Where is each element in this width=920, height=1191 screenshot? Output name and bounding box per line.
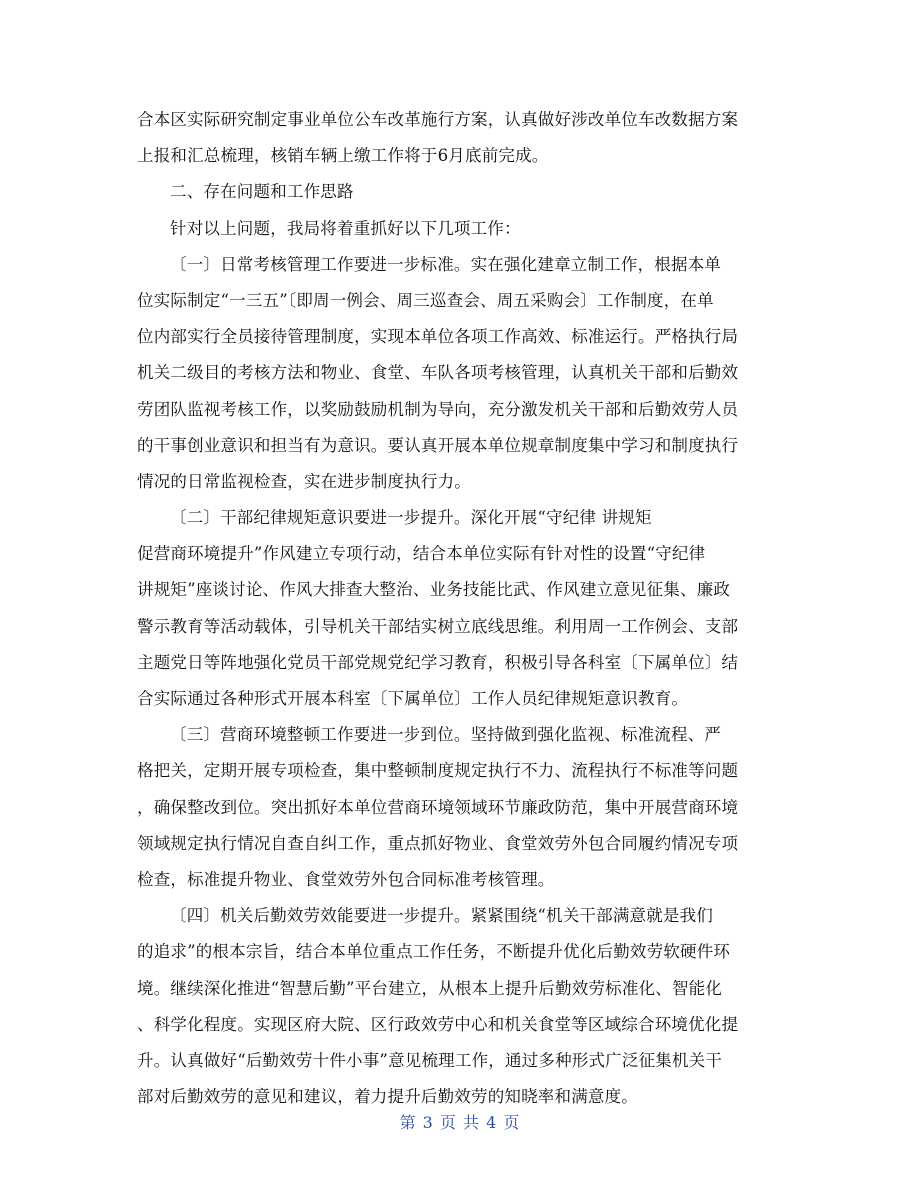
text-line: 主题党日等阵地强化党员干部党规党纪学习教育，积极引导各科室〔下属单位〕结 — [137, 652, 739, 672]
text-line: 、科学化程度。实现区府大院、区行政效劳中心和机关食堂等区域综合环境优化提 — [137, 1014, 739, 1034]
text-line: 讲规矩”座谈讨论、作风大排查大整治、业务技能比武、作风建立意见征集、廉政 — [137, 580, 731, 600]
text-line: 劳团队监视考核工作，以奖励鼓励机制为导向，充分激发机关干部和后勤效劳人员 — [137, 399, 739, 419]
text-line: 促营商环境提升”作风建立专项行动，结合本单位实际有针对性的设置“守纪律 — [137, 544, 706, 564]
text-line: 位实际制定“一三五”〔即周一例会、周三巡查会、周五采购会〕工作制度，在单 — [137, 290, 714, 310]
text-line: 格把关，定期开展专项检查，集中整顿制度规定执行不力、流程执行不标准等问题 — [137, 761, 739, 781]
paragraph-start: 〔三〕营商环境整顿工作要进一步到位。坚持做到强化监视、标准流程、严 — [170, 725, 722, 745]
document-body — [137, 102, 787, 1115]
text-line: 机关二级目的考核方法和物业、食堂、车队各项考核管理，认真机关干部和后勤效 — [137, 363, 739, 383]
paragraph-start: 〔二〕干部纪律规矩意识要进一步提升。深化开展“守纪律 讲规矩 — [170, 508, 652, 528]
text-line: 警示教育等活动载体，引导机关干部结实树立底线思维。利用周一工作例会、支部 — [137, 616, 739, 636]
paragraph-start: 〔四〕机关后勤效劳效能要进一步提升。紧紧围绕“机关干部满意就是我们 — [170, 906, 714, 926]
text-line: 部对后勤效劳的意见和建议，着力提升后勤效劳的知晓率和满意度。 — [137, 1087, 638, 1107]
paragraph-start: 〔一〕日常考核管理工作要进一步标准。实在强化建章立制工作，根据本单 — [170, 254, 722, 274]
text-line: 领域规定执行情况自查自纠工作，重点抓好物业、食堂效劳外包合同履约情况专项 — [137, 833, 739, 853]
text-line: 位内部实行全员接待管理制度，实现本单位各项工作高效、标准运行。严格执行局 — [137, 327, 739, 347]
section-heading: 二、存在问题和工作思路 — [170, 182, 354, 202]
text-line: 情况的日常监视检查，实在进步制度执行力。 — [137, 471, 471, 491]
text-line: 上报和汇总梳理，核销车辆上缴工作将于6月底前完成。 — [137, 146, 549, 166]
text-line: 合本区实际研究制定事业单位公车改革施行方案，认真做好涉改单位车改数据方案 — [137, 110, 739, 129]
text-line: 的追求”的根本宗旨，结合本单位重点工作任务，不断提升优化后勤效劳软硬件环 — [137, 942, 731, 962]
text-line: 升。认真做好“后勤效劳十件小事”意见梳理工作，通过多种形式广泛征集机关干 — [137, 1050, 723, 1070]
text-line: 的干事创业意识和担当有为意识。要认真开展本单位规章制度集中学习和制度执行 — [137, 435, 739, 455]
text-line: ，确保整改到位。突出抓好本单位营商环境领域环节廉政防范，集中开展营商环境 — [137, 797, 739, 817]
text-line: 检查，标准提升物业、食堂效劳外包合同标准考核管理。 — [137, 869, 555, 889]
text-line: 合实际通过各种形式开展本科室〔下属单位〕工作人员纪律规矩意识教育。 — [137, 689, 689, 708]
text-line: 针对以上问题，我局将着重抓好以下几项工作： — [170, 218, 521, 238]
text-line: 境。继续深化推进“智慧后勤”平台建立，从根本上提升后勤效劳标准化、智能化 — [137, 978, 723, 998]
page-footer: 第 3 页 共 4 页 — [399, 1113, 521, 1132]
